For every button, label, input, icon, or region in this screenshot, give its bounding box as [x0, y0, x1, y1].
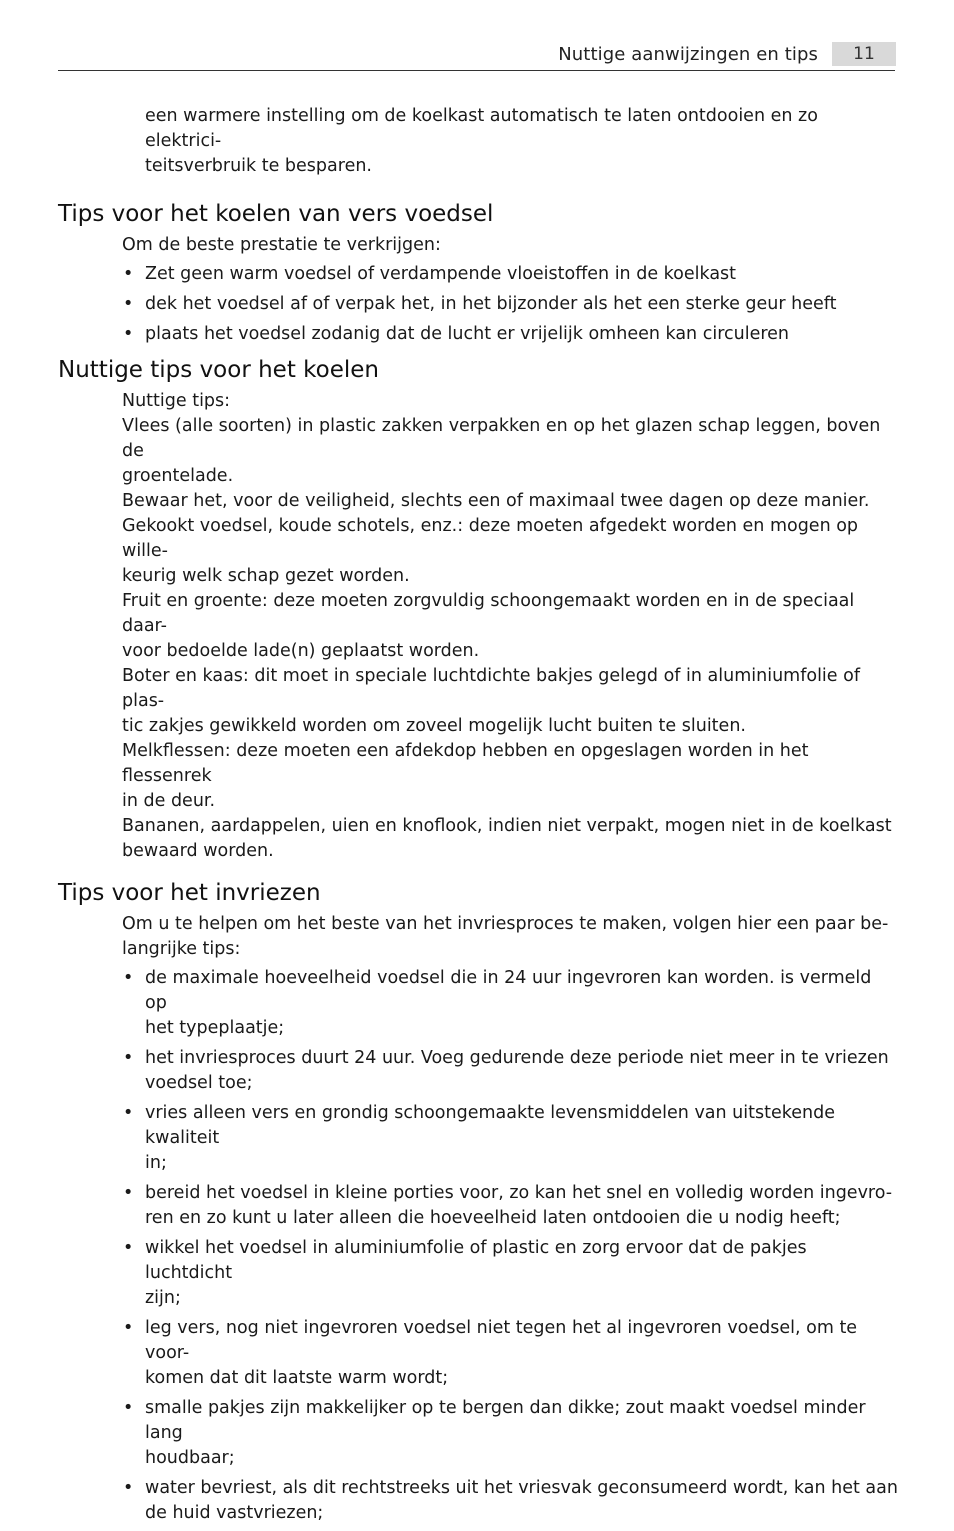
list-item — [122, 1316, 898, 1391]
list-item-text: Zet geen warm voedsel of verdampende vloeistoffen in de koelkast — [145, 264, 737, 284]
list-item-text: zijn; — [145, 1288, 181, 1308]
section-title: Nuttige tips voor het koelen — [58, 357, 379, 383]
list-item-text: het typeplaatje; — [145, 1018, 285, 1038]
bullet-glyph: • — [123, 968, 134, 988]
text-line: Nuttige tips: — [122, 391, 231, 411]
list-item-text: plaats het voedsel zodanig dat de lucht er vrijelijk omheen kan circuleren — [145, 324, 790, 344]
section-body — [122, 233, 898, 347]
list-item-text: water bevriest, als dit rechtstreeks uit het vriesvak geconsumeerd wordt, kan het aan — [145, 1478, 898, 1498]
bullet-glyph: • — [123, 1398, 134, 1418]
section-freezing-tips — [58, 878, 898, 1526]
text-line: bewaard worden. — [122, 841, 274, 861]
list-item-text: smalle pakjes zijn makkelijker op te bergen dan dikke; zout maakt voedsel minder lang — [145, 1398, 866, 1443]
list-item-text: in; — [145, 1153, 167, 1173]
text-line: keurig welk schap gezet worden. — [122, 566, 410, 586]
list-item — [122, 262, 898, 287]
bullet-glyph: • — [123, 1318, 134, 1338]
text-line: Melkflessen: deze moeten een afdekdop hebben en opgeslagen worden in het flessenrek — [122, 741, 809, 786]
list-item-text: vries alleen vers en grondig schoongemaakte levensmiddelen van uitstekende kwaliteit — [145, 1103, 835, 1148]
list-item — [122, 966, 898, 1041]
list-item-text: wikkel het voedsel in aluminiumfolie of plastic en zorg ervoor dat de pakjes luchtdicht — [145, 1238, 807, 1283]
section-fresh-food — [58, 199, 898, 347]
text-line: groentelade. — [122, 466, 234, 486]
list-item — [122, 322, 898, 347]
bullet-glyph: • — [123, 1048, 134, 1068]
list-item — [122, 1046, 898, 1096]
bullet-glyph: • — [123, 294, 134, 314]
bullet-glyph: • — [123, 1103, 134, 1123]
list-item-text: ren en zo kunt u later alleen die hoeveelheid laten ontdooien die u nodig heeft; — [145, 1208, 841, 1228]
bullet-glyph: • — [123, 324, 134, 344]
page-content — [58, 104, 898, 1531]
list-item-text: het invriesproces duurt 24 uur. Voeg gedurende deze periode niet meer in te vriezen — [145, 1048, 889, 1068]
list-item — [122, 1476, 898, 1526]
list-item-text: voedsel toe; — [145, 1073, 253, 1093]
running-title: Nuttige aanwijzingen en tips — [558, 43, 818, 65]
section-body — [122, 389, 898, 864]
bullet-list — [122, 966, 898, 1526]
list-item — [122, 1101, 898, 1176]
text-line: Gekookt voedsel, koude schotels, enz.: deze moeten afgedekt worden en mogen op wille- — [122, 516, 859, 561]
page-number: 11 — [832, 42, 896, 66]
text-line: in de deur. — [122, 791, 216, 811]
list-item — [122, 292, 898, 317]
running-header — [558, 40, 896, 68]
section-title: Tips voor het invriezen — [58, 880, 321, 906]
text-line: Boter en kaas: dit moet in speciale luchtdichte bakjes gelegd of in aluminiumfolie of plas- — [122, 666, 860, 711]
bullet-list — [122, 262, 898, 347]
text-line: Fruit en groente: deze moeten zorgvuldig schoongemaakt worden en in de speciaal daar- — [122, 591, 855, 636]
list-item-text: dek het voedsel af of verpak het, in het bijzonder als het een sterke geur heeft — [145, 294, 837, 314]
bullet-glyph: • — [123, 1238, 134, 1258]
text-line: langrijke tips: — [122, 939, 241, 959]
section-lead: Om de beste prestatie te verkrijgen: — [122, 235, 441, 255]
text-line: voor bedoelde lade(n) geplaatst worden. — [122, 641, 480, 661]
bullet-glyph: • — [123, 1183, 134, 1203]
list-item-text: bereid het voedsel in kleine porties voor, zo kan het snel en volledig worden ingevro- — [145, 1183, 893, 1203]
list-item-text: de maximale hoeveelheid voedsel die in 24 uur ingevroren kan worden. is vermeld op — [145, 968, 872, 1013]
list-item — [122, 1181, 898, 1231]
section-cooling-tips — [58, 355, 898, 864]
list-item-text: de huid vastvriezen; — [145, 1503, 324, 1523]
text-line: Om u te helpen om het beste van het invriesproces te maken, volgen hier een paar be- — [122, 914, 889, 934]
text-line: Vlees (alle soorten) in plastic zakken verpakken en op het glazen schap leggen, boven de — [122, 416, 881, 461]
list-item-text: houdbaar; — [145, 1448, 235, 1468]
list-item — [122, 1236, 898, 1311]
list-item-text: komen dat dit laatste warm wordt; — [145, 1368, 449, 1388]
list-item — [122, 1396, 898, 1471]
intro-continuation — [145, 104, 894, 179]
bullet-glyph: • — [123, 1478, 134, 1498]
text-line: Bananen, aardappelen, uien en knoflook, indien niet verpakt, mogen niet in de koelkast — [122, 816, 892, 836]
list-item-text: leg vers, nog niet ingevroren voedsel niet tegen het al ingevroren voedsel, om te voor- — [145, 1318, 858, 1363]
text-line: teitsverbruik te besparen. — [145, 156, 372, 176]
section-title: Tips voor het koelen van vers voedsel — [58, 201, 494, 227]
text-line: Bewaar het, voor de veiligheid, slechts een of maximaal twee dagen op deze manier. — [122, 491, 870, 511]
section-body — [122, 912, 898, 1526]
header-rule — [58, 70, 895, 71]
text-line: een warmere instelling om de koelkast automatisch te laten ontdooien en zo elektrici- — [145, 106, 818, 151]
text-line: tic zakjes gewikkeld worden om zoveel mogelijk lucht buiten te sluiten. — [122, 716, 746, 736]
bullet-glyph: • — [123, 264, 134, 284]
